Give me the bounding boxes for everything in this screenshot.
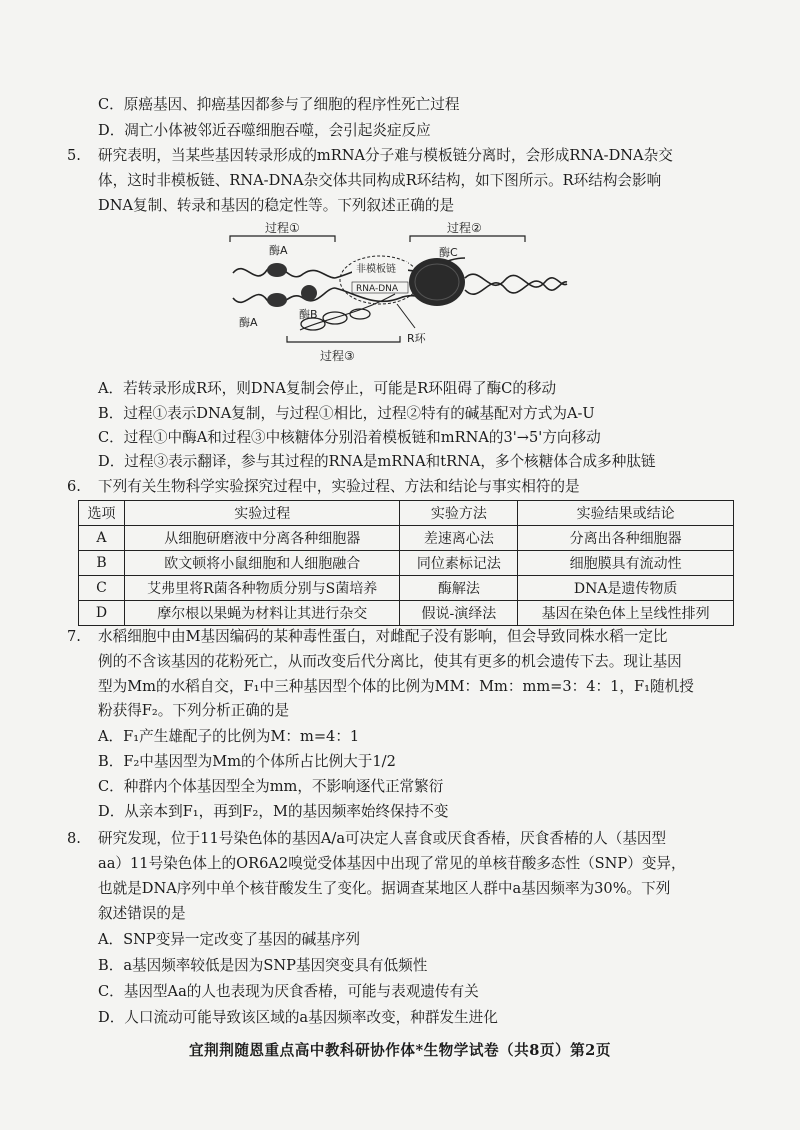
- table-cell: 分离出各种细胞器: [518, 526, 734, 551]
- q7-stem-line: 例的不含该基因的花粉死亡，从而改变后代分离比，使其有更多的机会遗传下去。现让基因: [98, 653, 682, 670]
- process2-bracket: [410, 236, 525, 242]
- q6-number: 6.: [67, 478, 81, 495]
- table-cell: C: [79, 576, 125, 601]
- nontemplate-label: 非模板链: [356, 264, 396, 275]
- q5-stem-line: DNA复制、转录和基因的稳定性等。下列叙述正确的是: [98, 197, 455, 214]
- table-cell: 假说-演绎法: [400, 601, 518, 626]
- ribosome-shape: [350, 309, 370, 319]
- q8-option-b: B．a基因频率较低是因为SNP基因突变具有低频性: [98, 957, 428, 974]
- q5-option-c: C．过程①中酶A和过程③中核糖体分别沿着模板链和mRNA的3'→5'方向移动: [98, 429, 601, 446]
- q5-stem-line: 体，这时非模板链、RNA-DNA杂交体共同构成R环结构，如下图所示。R环结构会影响: [98, 172, 662, 189]
- q5-stem-line: 研究表明，当某些基因转录形成的mRNA分子难与模板链分离时，会形成RNA-DNA杂交: [98, 147, 673, 164]
- table-row: [79, 576, 734, 601]
- q8-stem-line: aa）11号染色体上的OR6A2嗅觉受体基因中出现了常见的单核苷酸多态性（SNP）变异，: [98, 855, 686, 872]
- table-cell: 摩尔根以果蝇为材料让其进行杂交: [124, 601, 400, 626]
- enzyme-c-shape: [409, 258, 465, 306]
- q8-stem-line: 也就是DNA序列中单个核苷酸发生了变化。据调查某地区人群中a基因频率为30%。下列: [98, 880, 671, 897]
- q8-stem-line: 叙述错误的是: [98, 905, 186, 922]
- table-cell: 从细胞研磨液中分离各种细胞器: [124, 526, 400, 551]
- r-loop-label: R环: [407, 332, 426, 345]
- q8-option-d: D．人口流动可能导致该区域的a基因频率改变，种群发生进化: [98, 1009, 498, 1026]
- q4-option-d: D．凋亡小体被邻近吞噬细胞吞噬，会引起炎症反应: [98, 122, 431, 139]
- table-cell: 欧文顿将小鼠细胞和人细胞融合: [124, 551, 400, 576]
- q4-option-c: C．原癌基因、抑癌基因都参与了细胞的程序性死亡过程: [98, 96, 460, 113]
- enzyme-a-shape: [267, 293, 287, 307]
- enzyme-b-shape: [301, 285, 317, 301]
- table-cell: 基因在染色体上呈线性排列: [518, 601, 734, 626]
- page-footer: 宜荆荆随恩重点高中教科研协作体*生物学试卷（共8页）第2页: [189, 1042, 611, 1059]
- enzyme-c-label: 酶C: [439, 246, 458, 259]
- q5-option-d: D．过程③表示翻译，参与其过程的RNA是mRNA和tRNA，多个核糖体合成多种肽链: [98, 453, 656, 470]
- table-cell: 酶解法: [400, 576, 518, 601]
- table-cell: 艾弗里将R菌各种物质分别与S菌培养: [124, 576, 400, 601]
- process3-bracket: [287, 336, 400, 342]
- table-cell: D: [79, 601, 125, 626]
- q8-option-c: C．基因型Aa的人也表现为厌食香椿，可能与表观遗传有关: [98, 983, 479, 1000]
- enzyme-a-label: 酶A: [269, 244, 288, 257]
- table-header-cell: 实验过程: [124, 501, 400, 526]
- process1-label: 过程①: [265, 221, 300, 235]
- q7-stem-line: 型为Mm的水稻自交，F₁中三种基因型个体的比例为MM：Mm：mm=3：4：1，F₁随机授: [98, 678, 694, 695]
- q7-stem-line: 粉获得F₂。下列分析正确的是: [98, 702, 290, 719]
- q7-option-b: B．F₂中基因型为Mm的个体所占比例大于1/2: [98, 753, 396, 770]
- process1-bracket: [230, 236, 335, 242]
- table-cell: DNA是遗传物质: [518, 576, 734, 601]
- q8-stem-line: 研究发现，位于11号染色体的基因A/a可决定人喜食或厌食香椿，厌食香椿的人（基因型: [98, 830, 667, 847]
- q5-option-a: A．若转录形成R环，则DNA复制会停止，可能是R环阻碍了酶C的移动: [98, 380, 557, 397]
- process2-label: 过程②: [447, 221, 482, 235]
- hybrid-label: RNA-DNA: [356, 284, 399, 294]
- table-row: [79, 526, 734, 551]
- q7-option-d: D．从亲本到F₁，再到F₂，M的基因频率始终保持不变: [98, 803, 449, 820]
- q7-number: 7.: [67, 628, 81, 645]
- q8-option-a: A．SNP变异一定改变了基因的碱基序列: [98, 931, 361, 948]
- table-cell: B: [79, 551, 125, 576]
- table-header-cell: 选项: [79, 501, 125, 526]
- q7-stem-line: 水稻细胞中由M基因编码的某种毒性蛋白，对雌配子没有影响，但会导致同株水稻一定比: [98, 628, 668, 645]
- table-header-cell: 实验方法: [400, 501, 518, 526]
- process3-label: 过程③: [320, 349, 355, 363]
- enzyme-a-shape: [267, 263, 287, 277]
- table-cell: 差速离心法: [400, 526, 518, 551]
- q6-table: [78, 500, 734, 626]
- enzyme-a-label: 酶A: [239, 316, 258, 329]
- q8-number: 8.: [67, 830, 81, 847]
- enzyme-b-label: 酶B: [299, 308, 318, 321]
- q6-stem: 下列有关生物科学实验探究过程中，实验过程、方法和结论与事实相符的是: [98, 478, 580, 495]
- table-cell: 同位素标记法: [400, 551, 518, 576]
- table-row: [79, 551, 734, 576]
- q5-option-b: B．过程①表示DNA复制，与过程①相比，过程②特有的碱基配对方式为A-U: [98, 405, 595, 422]
- table-cell: A: [79, 526, 125, 551]
- table-cell: 细胞膜具有流动性: [518, 551, 734, 576]
- table-row: [79, 601, 734, 626]
- q7-option-c: C．种群内个体基因型全为mm，不影响逐代正常繁衍: [98, 778, 444, 795]
- table-header-row: [79, 501, 734, 526]
- q7-option-a: A．F₁产生雄配子的比例为M：m=4：1: [98, 728, 360, 745]
- r-loop-diagram: [225, 218, 570, 368]
- table-header-cell: 实验结果或结论: [518, 501, 734, 526]
- dna-helix-right: [465, 274, 567, 287]
- q5-number: 5.: [67, 147, 81, 164]
